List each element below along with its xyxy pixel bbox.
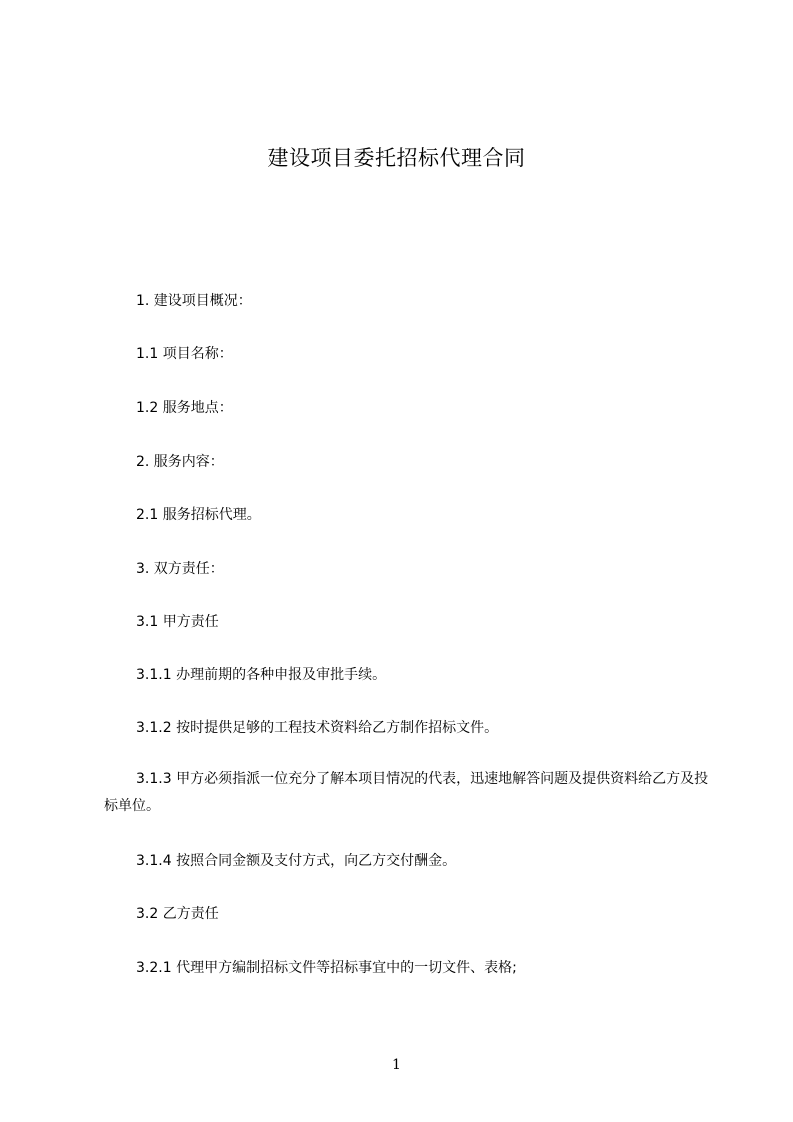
page-title: 建设项目委托招标代理合同 xyxy=(267,146,526,170)
clause-3-1-4: 3.1.4 按照合同金额及支付方式，向乙方交付酬金。 xyxy=(136,853,457,869)
section-3-heading: 3. 双方责任： xyxy=(136,561,224,577)
clause-1-2: 1.2 服务地点： xyxy=(136,400,233,416)
clause-3-1: 3.1 甲方责任 xyxy=(136,614,219,630)
section-2-heading: 2. 服务内容： xyxy=(136,454,224,470)
clause-3-1-3: 3.1.3 甲方必须指派一位充分了解本项目情况的代表，迅速地解答问题及提供资料给乙方及投标单位。 xyxy=(104,771,709,814)
clause-2-1: 2.1 服务招标代理。 xyxy=(136,507,261,523)
section-1-heading: 1. 建设项目概况： xyxy=(136,293,252,309)
clause-3-2: 3.2 乙方责任 xyxy=(136,906,219,922)
clause-3-1-2: 3.1.2 按时提供足够的工程技术资料给乙方制作招标文件。 xyxy=(136,720,499,736)
page-number: 1 xyxy=(392,1057,401,1073)
clause-3-1-1: 3.1.1 办理前期的各种申报及审批手续。 xyxy=(136,667,387,683)
clause-3-2-1: 3.2.1 代理甲方编制招标文件等招标事宜中的一切文件、表格; xyxy=(136,960,517,976)
clause-1-1: 1.1 项目名称： xyxy=(136,346,233,362)
